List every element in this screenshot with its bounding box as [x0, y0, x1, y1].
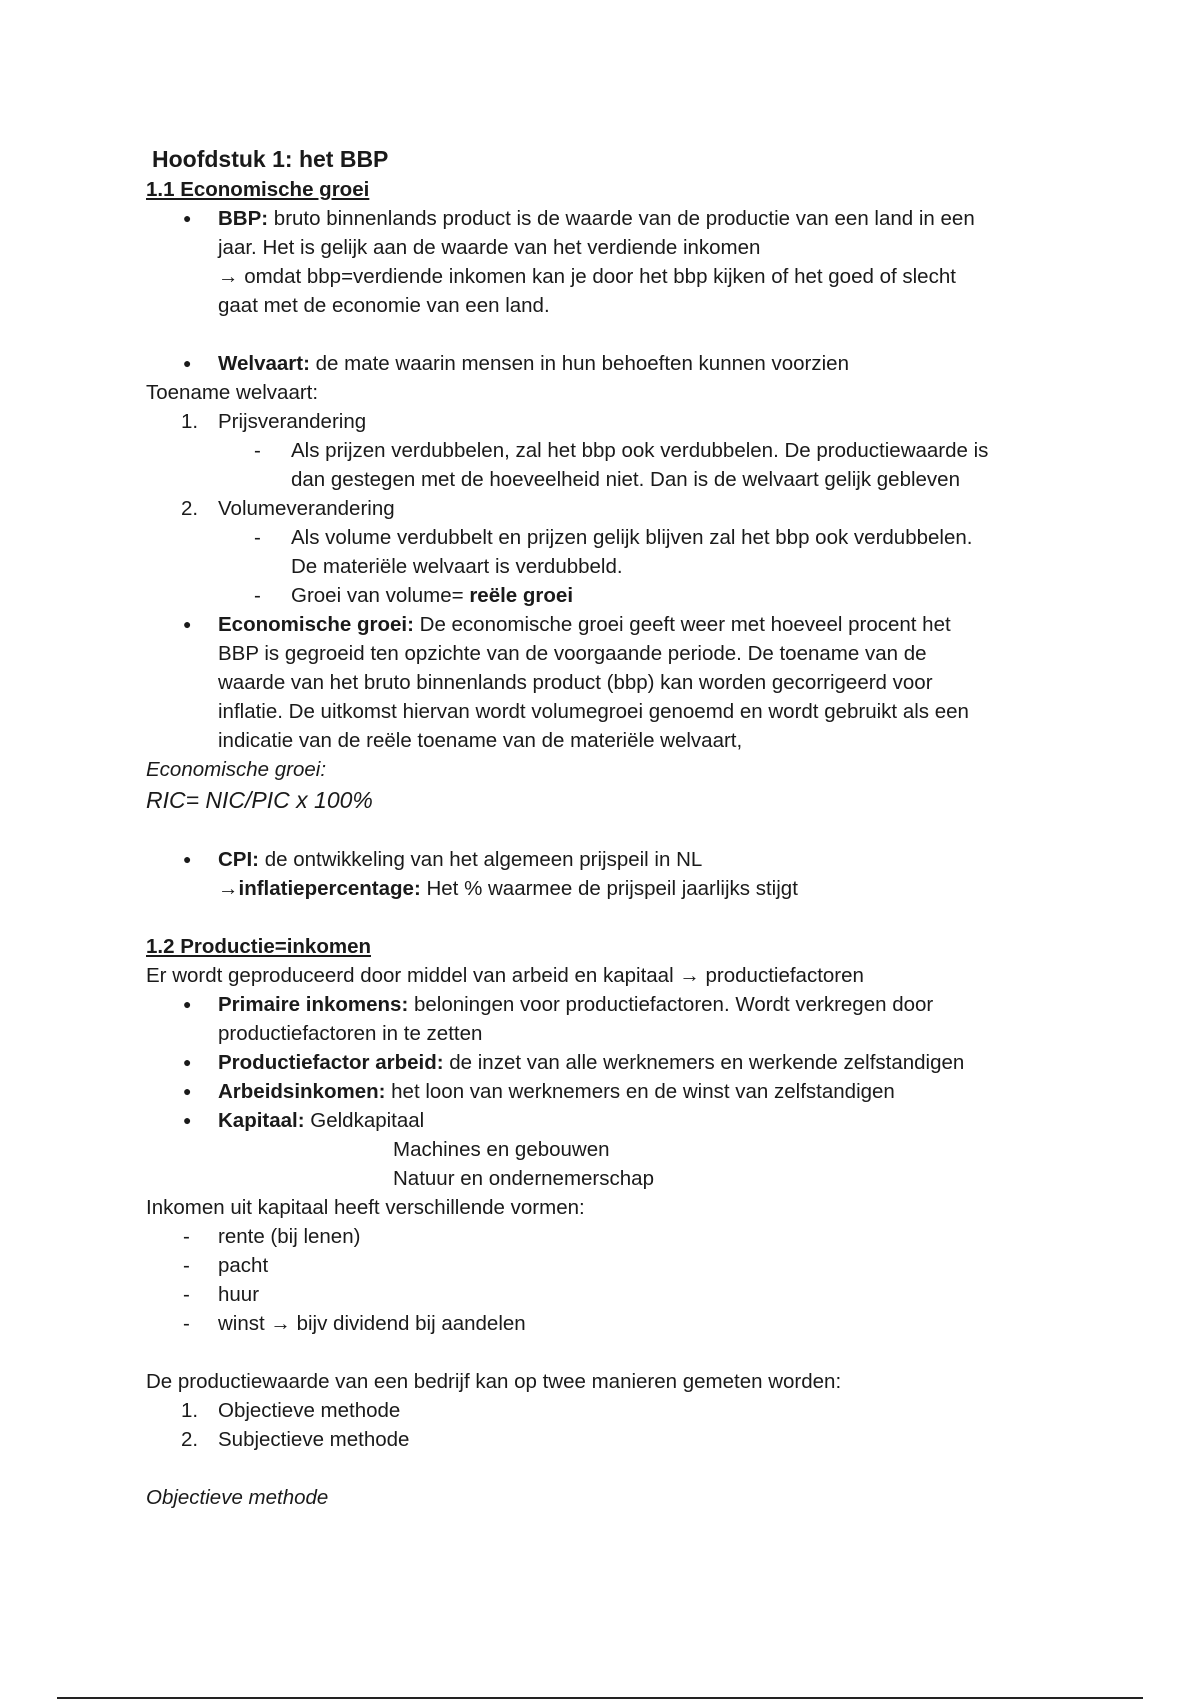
volumeverandering-sublist: [146, 523, 1066, 610]
welvaart-list: [146, 349, 1066, 378]
list-item: - rente (bij lenen): [146, 1222, 1066, 1251]
list-item: - winst → bijv dividend bij aandelen: [146, 1309, 1066, 1338]
list-number: 2.: [181, 497, 199, 520]
cpi-list: [146, 845, 1066, 903]
list-item: - pacht: [146, 1251, 1066, 1280]
term-primaire-inkomens: Primaire inkomens:: [218, 993, 409, 1016]
groei-definition-line-2: BBP is gegroeid ten opzichte van de voorgaande periode. De toename van de: [218, 642, 927, 665]
bbp-definition: bruto binnenlands product is de waarde van de productie van een land in een: [268, 207, 975, 230]
prijsverandering-sublist: [146, 436, 1066, 494]
term-productiefactor-arbeid: Productiefactor arbeid:: [218, 1051, 444, 1074]
list-number: 1.: [181, 1399, 199, 1422]
bullet-cpi: [146, 845, 1066, 903]
list-item-subjectieve: [146, 1425, 1066, 1454]
cpi-definition: de ontwikkeling van het algemeen prijspeil in NL: [259, 848, 703, 871]
arbeid-definition: de inzet van alle werknemers en werkende zelfstandigen: [443, 1051, 965, 1074]
spacer: [146, 1454, 1066, 1483]
arbeidsinkomen-definition: het loon van werknemers en de winst van zelfstandigen: [385, 1080, 895, 1103]
list-number: 1.: [181, 410, 199, 433]
term-arbeidsinkomen: Arbeidsinkomen:: [218, 1080, 386, 1103]
list-item-objectieve: [146, 1396, 1066, 1425]
sub-item-text: Als prijzen verdubbelen, zal het bbp ook verdubbelen. De productiewaarde is: [291, 439, 989, 462]
sub-item: [146, 581, 1066, 610]
bbp-list: [146, 204, 1066, 320]
sub-item-text-2: dan gestegen met de hoeveelheid niet. Dan is de welvaart gelijk gebleven: [291, 468, 960, 491]
inflatie-definition: Het % waarmee de prijspeil jaarlijks stijgt: [420, 877, 798, 900]
bbp-definition-line-2: jaar. Het is gelijk aan de waarde van het verdiende inkomen: [218, 236, 761, 259]
section-heading-1-2: 1.2 Productie=inkomen: [146, 935, 371, 958]
groei-definition-line-3: waarde van het bruto binnenlands product (bbp) kan worden gecorrigeerd voor: [218, 671, 933, 694]
bullet-arbeidsinkomen: [146, 1077, 1066, 1106]
sub-item-text: Als volume verdubbelt en prijzen gelijk blijven zal het bbp ook verdubbelen.: [291, 526, 973, 549]
spacer: [146, 903, 1066, 932]
term-inflatiepercentage: inflatiepercentage:: [238, 877, 421, 900]
footer-rule: [57, 1697, 1143, 1699]
bbp-definition-line-3: → omdat bbp=verdiende inkomen kan je door het bbp kijken of het goed of slecht: [218, 265, 956, 288]
objectieve-methode-heading: Objectieve methode: [146, 1486, 329, 1509]
bullet-primaire-inkomens: [146, 990, 1066, 1048]
kapitaal-item: Geldkapitaal: [304, 1109, 425, 1132]
inkomen-list: [146, 990, 1066, 1193]
term-welvaart: Welvaart:: [218, 352, 310, 375]
chapter-title: Hoofdstuk 1: het BBP: [152, 146, 389, 172]
term-kapitaal: Kapitaal:: [218, 1109, 305, 1132]
groei-list: [146, 610, 1066, 755]
vormen-label: Inkomen uit kapitaal heeft verschillende vormen:: [146, 1196, 585, 1219]
sub-item: [146, 523, 1066, 581]
document-page: [146, 143, 1066, 1512]
volumeverandering-label: Volumeverandering: [218, 497, 395, 520]
term-bbp: BBP:: [218, 207, 269, 230]
sub-item-text-2: De materiële welvaart is verdubbeld.: [291, 555, 623, 578]
toename-welvaart-label: Toename welvaart:: [146, 381, 319, 404]
spacer: [146, 320, 1066, 349]
toename-list-2: [146, 494, 1066, 523]
groei-definition: De economische groei geeft weer met hoeveel procent het: [413, 613, 951, 636]
term-reele-groei: reële groei: [469, 584, 574, 607]
bullet-productiefactor-arbeid: [146, 1048, 1066, 1077]
kapitaal-item: Natuur en ondernemerschap: [393, 1167, 654, 1190]
spacer: [146, 1338, 1066, 1367]
toename-list: [146, 407, 1066, 436]
list-item: - huur: [146, 1280, 1066, 1309]
formula: RIC= NIC/PIC x 100%: [146, 787, 373, 813]
groei-definition-line-4: inflatie. De uitkomst hiervan wordt volumegroei genoemd en wordt gebruikt als een: [218, 700, 969, 723]
prijsverandering-label: Prijsverandering: [218, 410, 367, 433]
sub-item: [146, 436, 1066, 494]
method-label: Objectieve methode: [218, 1399, 401, 1422]
term-cpi: CPI:: [218, 848, 259, 871]
bullet-welvaart: [146, 349, 1066, 378]
kapitaal-item: Machines en gebouwen: [393, 1138, 610, 1161]
spacer: [146, 816, 1066, 845]
vormen-list: [146, 1222, 1066, 1338]
sub-item-text: Groei van volume=: [291, 584, 470, 607]
method-label: Subjectieve methode: [218, 1428, 410, 1451]
groei-definition-line-5: indicatie van de reële toename van de materiële welvaart,: [218, 729, 743, 752]
bullet-economische-groei: [146, 610, 1066, 755]
primaire-definition-line-2: productiefactoren in te zetten: [218, 1022, 483, 1045]
section-heading-1-1: 1.1 Economische groei: [146, 178, 370, 201]
productie-intro: Er wordt geproduceerd door middel van arbeid en kapitaal → productiefactoren: [146, 964, 864, 987]
bullet-kapitaal: [146, 1106, 1066, 1193]
bullet-bbp: [146, 204, 1066, 320]
list-number: 2.: [181, 1428, 199, 1451]
arrow-icon: →: [218, 877, 239, 900]
meten-label: De productiewaarde van een bedrijf kan op twee manieren gemeten worden:: [146, 1370, 842, 1393]
formula-label: Economische groei:: [146, 758, 327, 781]
bbp-definition-line-4: gaat met de economie van een land.: [218, 294, 550, 317]
list-item-prijsverandering: [146, 407, 1066, 436]
welvaart-definition: de mate waarin mensen in hun behoeften kunnen voorzien: [309, 352, 849, 375]
term-economische-groei: Economische groei:: [218, 613, 414, 636]
primaire-definition: beloningen voor productiefactoren. Wordt verkregen door: [408, 993, 934, 1016]
methods-list: [146, 1396, 1066, 1454]
list-item-volumeverandering: [146, 494, 1066, 523]
